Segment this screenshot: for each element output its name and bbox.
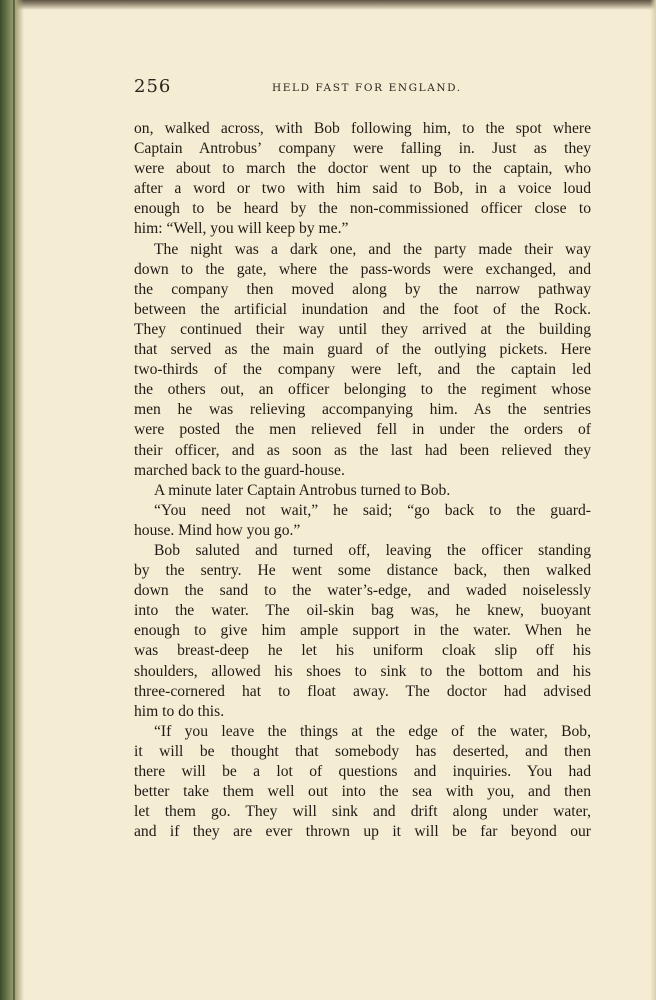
text-line: the others out, an officer belonging to the regiment whose [134, 381, 591, 399]
text-line: three-cornered hat to float away. The doctor had advised [134, 682, 591, 700]
text-line: that served as the main guard of the outlying pickets. Here [134, 341, 591, 359]
text-line: there will be a lot of questions and inquiries. You had [134, 763, 591, 780]
text-line: it will be thought that somebody has deserted, and then [134, 742, 591, 760]
text-line: down to the gate, where the pass-words were exchanged, and [134, 260, 591, 278]
text-line: Bob saluted and turned off, leaving the officer standing [154, 541, 591, 559]
body-text [134, 119, 591, 842]
page-header [134, 76, 591, 100]
text-line: shoulders, allowed his shoes to sink to the bottom and his [134, 662, 591, 680]
text-line: let them go. They will sink and drift along under water, [134, 803, 591, 821]
text-line: were posted the men relieved fell in under the orders of [134, 421, 591, 439]
text-line: were about to march the doctor went up to the captain, who [134, 160, 591, 178]
text-line: “If you leave the things at the edge of the water, Bob, [154, 722, 591, 740]
text-line: down the sand to the water’s-edge, and waded noiselessly [134, 582, 591, 600]
page-number: 256 [134, 76, 172, 97]
text-line: on, walked across, with Bob following him, to the spot where [134, 120, 591, 137]
page-top-shadow [0, 0, 656, 10]
text-line: by the sentry. He went some distance back, then walked [134, 562, 591, 580]
text-line: after a word or two with him said to Bob, in a voice loud [134, 180, 591, 198]
text-line: between the artificial inundation and the foot of the Rock. [134, 300, 591, 318]
page-right-edge [650, 0, 656, 1000]
text-line: two-thirds of the company were left, and the captain led [134, 361, 591, 379]
text-line: better take them well out into the sea with you, and then [134, 783, 591, 801]
text-line: into the water. The oil-skin bag was, he knew, buoyant [134, 602, 591, 620]
spine-stitch-line [13, 0, 15, 1000]
text-line: their officer, and as soon as the last had been relieved they [134, 441, 591, 459]
text-line: enough to give him ample support in the water. When he [134, 622, 591, 640]
book-spine-edge [0, 0, 24, 1000]
text-line: house. Mind how you go.” [134, 521, 301, 539]
text-line: Captain Antrobus’ company were falling in. Just as they [134, 140, 591, 158]
text-line: him to do this. [134, 702, 225, 720]
text-line: him: “Well, you will keep by me.” [134, 220, 349, 238]
text-line: marched back to the guard-house. [134, 461, 345, 479]
text-line: The night was a dark one, and the party made their way [154, 240, 591, 258]
text-line: was breast-deep he let his uniform cloak slip off his [134, 642, 591, 660]
text-line: enough to be heard by the non-commissioned officer close to [134, 200, 591, 218]
text-line: “You need not wait,” he said; “go back to the guard- [154, 501, 591, 519]
text-line: They continued their way until they arrived at the building [134, 320, 591, 338]
running-title: HELD FAST FOR ENGLAND. [272, 82, 462, 94]
text-line: the company then moved along by the narrow pathway [134, 280, 591, 298]
text-line: men he was relieving accompanying him. As the sentries [134, 401, 591, 419]
text-line: A minute later Captain Antrobus turned to Bob. [154, 481, 451, 499]
text-line: and if they are ever thrown up it will be far beyond our [134, 823, 591, 841]
